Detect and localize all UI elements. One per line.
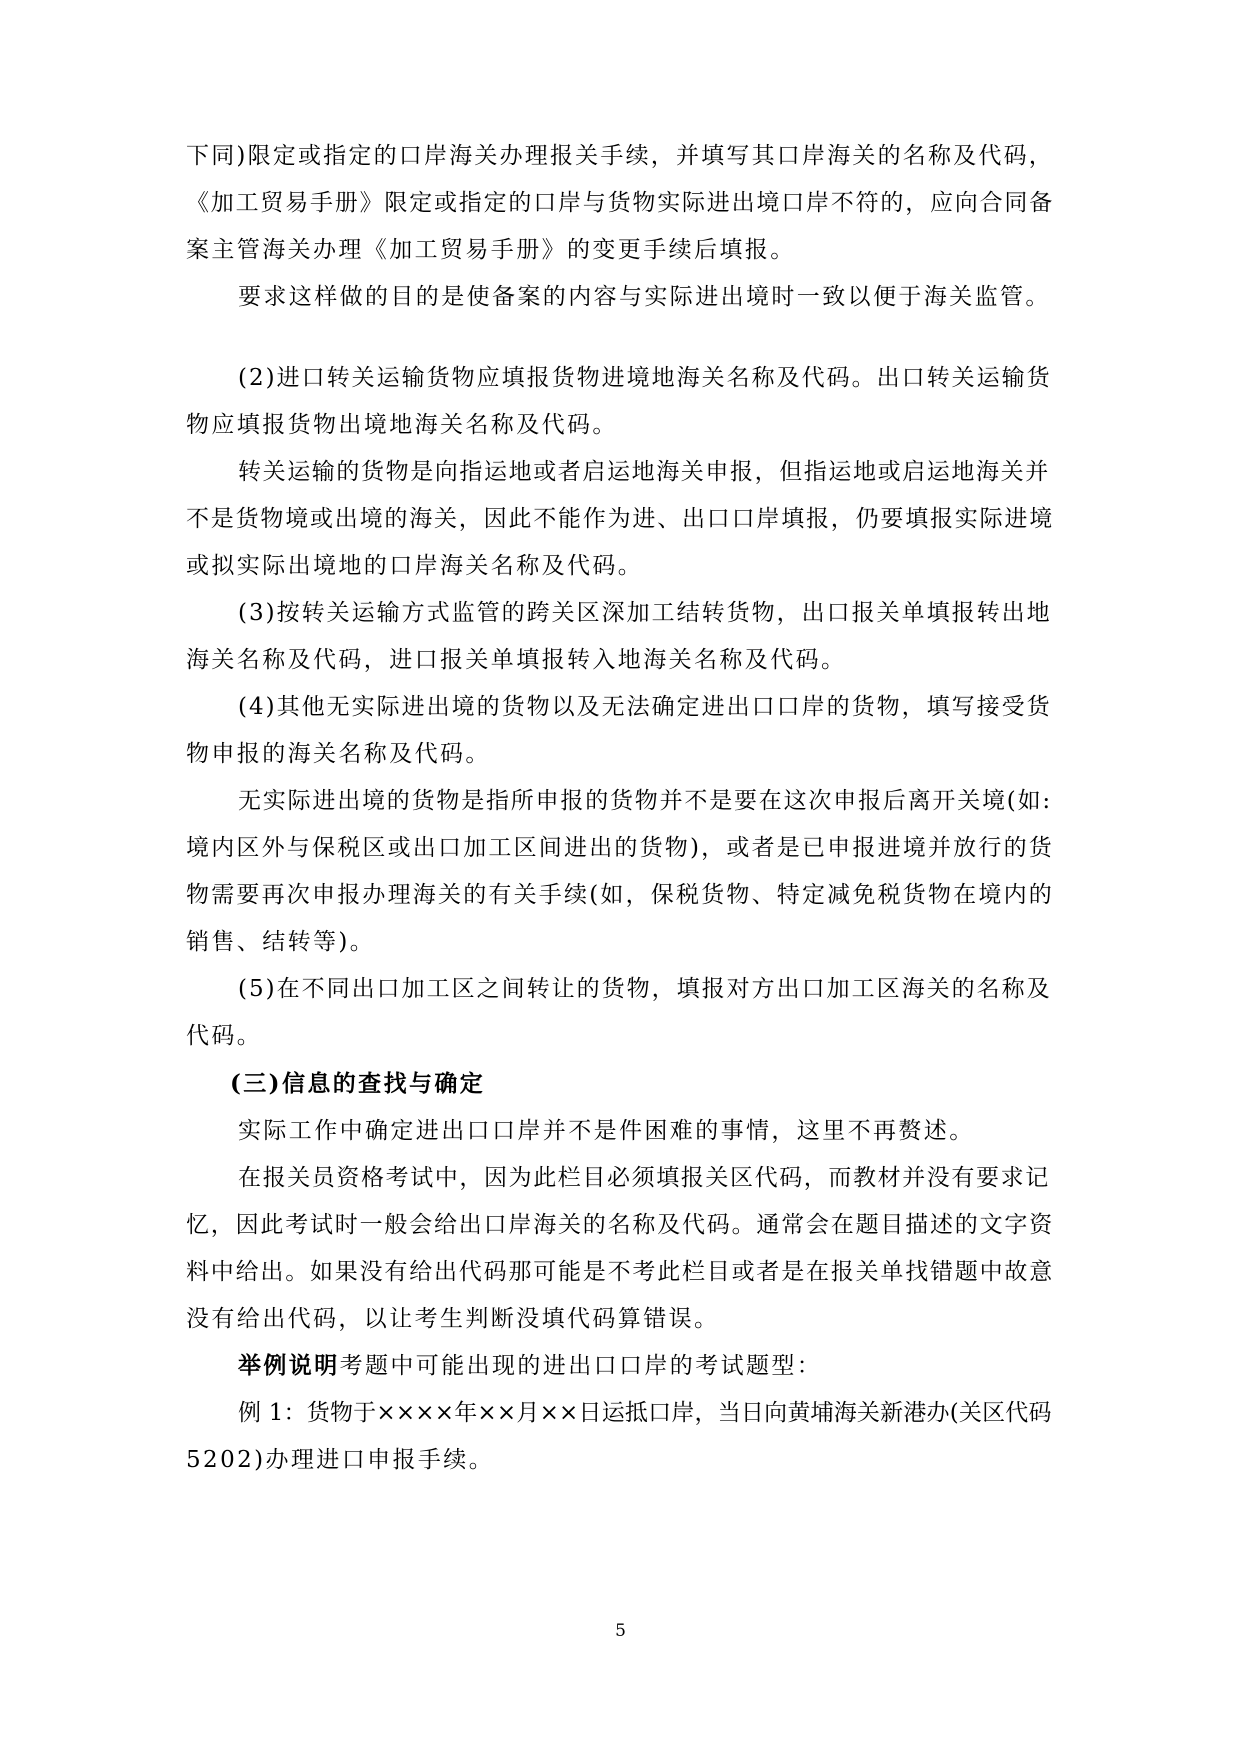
text-line: 物应填报货物出境地海关名称及代码。 bbox=[186, 412, 618, 438]
text-line: 料中给出。如果没有给出代码那可能是不考此栏目或者是在报关单找错题中故意 bbox=[186, 1259, 1054, 1285]
text-line: 忆，因此考试时一般会给出口岸海关的名称及代码。通常会在题目描述的文字资 bbox=[186, 1212, 1054, 1238]
text-line: 物需要再次申报办理海关的有关手续(如，保税货物、特定减免税货物在境内的 bbox=[186, 882, 1054, 908]
text-line: 销售、结转等)。 bbox=[186, 929, 376, 955]
text-line: (4)其他无实际进出境的货物以及无法确定进出口口岸的货物，填写接受货 bbox=[238, 694, 1052, 720]
text-line: 不是货物境或出境的海关，因此不能作为进、出口口岸填报，仍要填报实际进境 bbox=[186, 506, 1054, 532]
text-line: 代码。 bbox=[186, 1023, 263, 1049]
text-line: 境内区外与保税区或出口加工区间进出的货物)，或者是已申报进境并放行的货 bbox=[186, 835, 1054, 861]
text-line: (5)在不同出口加工区之间转让的货物，填报对方出口加工区海关的名称及 bbox=[238, 976, 1052, 1002]
text-line: 转关运输的货物是向指运地或者启运地海关申报，但指运地或启运地海关并 bbox=[238, 459, 1050, 485]
text-line: 或拟实际出境地的口岸海关名称及代码。 bbox=[186, 553, 644, 579]
text-line: 要求这样做的目的是使备案的内容与实际进出境时一致以便于海关监管。 bbox=[238, 284, 1051, 310]
example-label: 举例说明 bbox=[238, 1352, 340, 1379]
text-line: 例 1：货物于××××年××月××日运抵口岸，当日向黄埔海关新港办(关区代码 bbox=[238, 1400, 1052, 1426]
text-line: 无实际进出境的货物是指所申报的货物并不是要在这次申报后离开关境(如: bbox=[238, 788, 1052, 814]
text-line: 在报关员资格考试中，因为此栏目必须填报关区代码，而教材并没有要求记 bbox=[238, 1165, 1050, 1191]
text-line: (2)进口转关运输货物应填报货物进境地海关名称及代码。出口转关运输货 bbox=[238, 365, 1052, 391]
text-line: (3)按转关运输方式监管的跨关区深加工结转货物，出口报关单填报转出地 bbox=[238, 600, 1052, 626]
page-number: 5 bbox=[615, 1621, 626, 1641]
text-line: 下同)限定或指定的口岸海关办理报关手续，并填写其口岸海关的名称及代码， bbox=[186, 143, 1054, 169]
text-line: 实际工作中确定进出口口岸并不是件困难的事情，这里不再赘述。 bbox=[238, 1118, 975, 1144]
section-heading: (三)信息的查找与确定 bbox=[230, 1070, 486, 1097]
example-intro-text: 考题中可能出现的进出口口岸的考试题型： bbox=[339, 1353, 823, 1379]
text-line: 《加工贸易手册》限定或指定的口岸与货物实际进出境口岸不符的，应向合同备 bbox=[186, 190, 1054, 216]
text-line: 5202)办理进口申报手续。 bbox=[186, 1447, 495, 1473]
text-line: 海关名称及代码，进口报关单填报转入地海关名称及代码。 bbox=[186, 647, 847, 673]
text-line: 案主管海关办理《加工贸易手册》的变更手续后填报。 bbox=[186, 237, 796, 263]
text-line: 物申报的海关名称及代码。 bbox=[186, 741, 491, 767]
text-line: 没有给出代码，以让考生判断没填代码算错误。 bbox=[186, 1306, 720, 1332]
example-intro-line bbox=[238, 1351, 822, 1381]
